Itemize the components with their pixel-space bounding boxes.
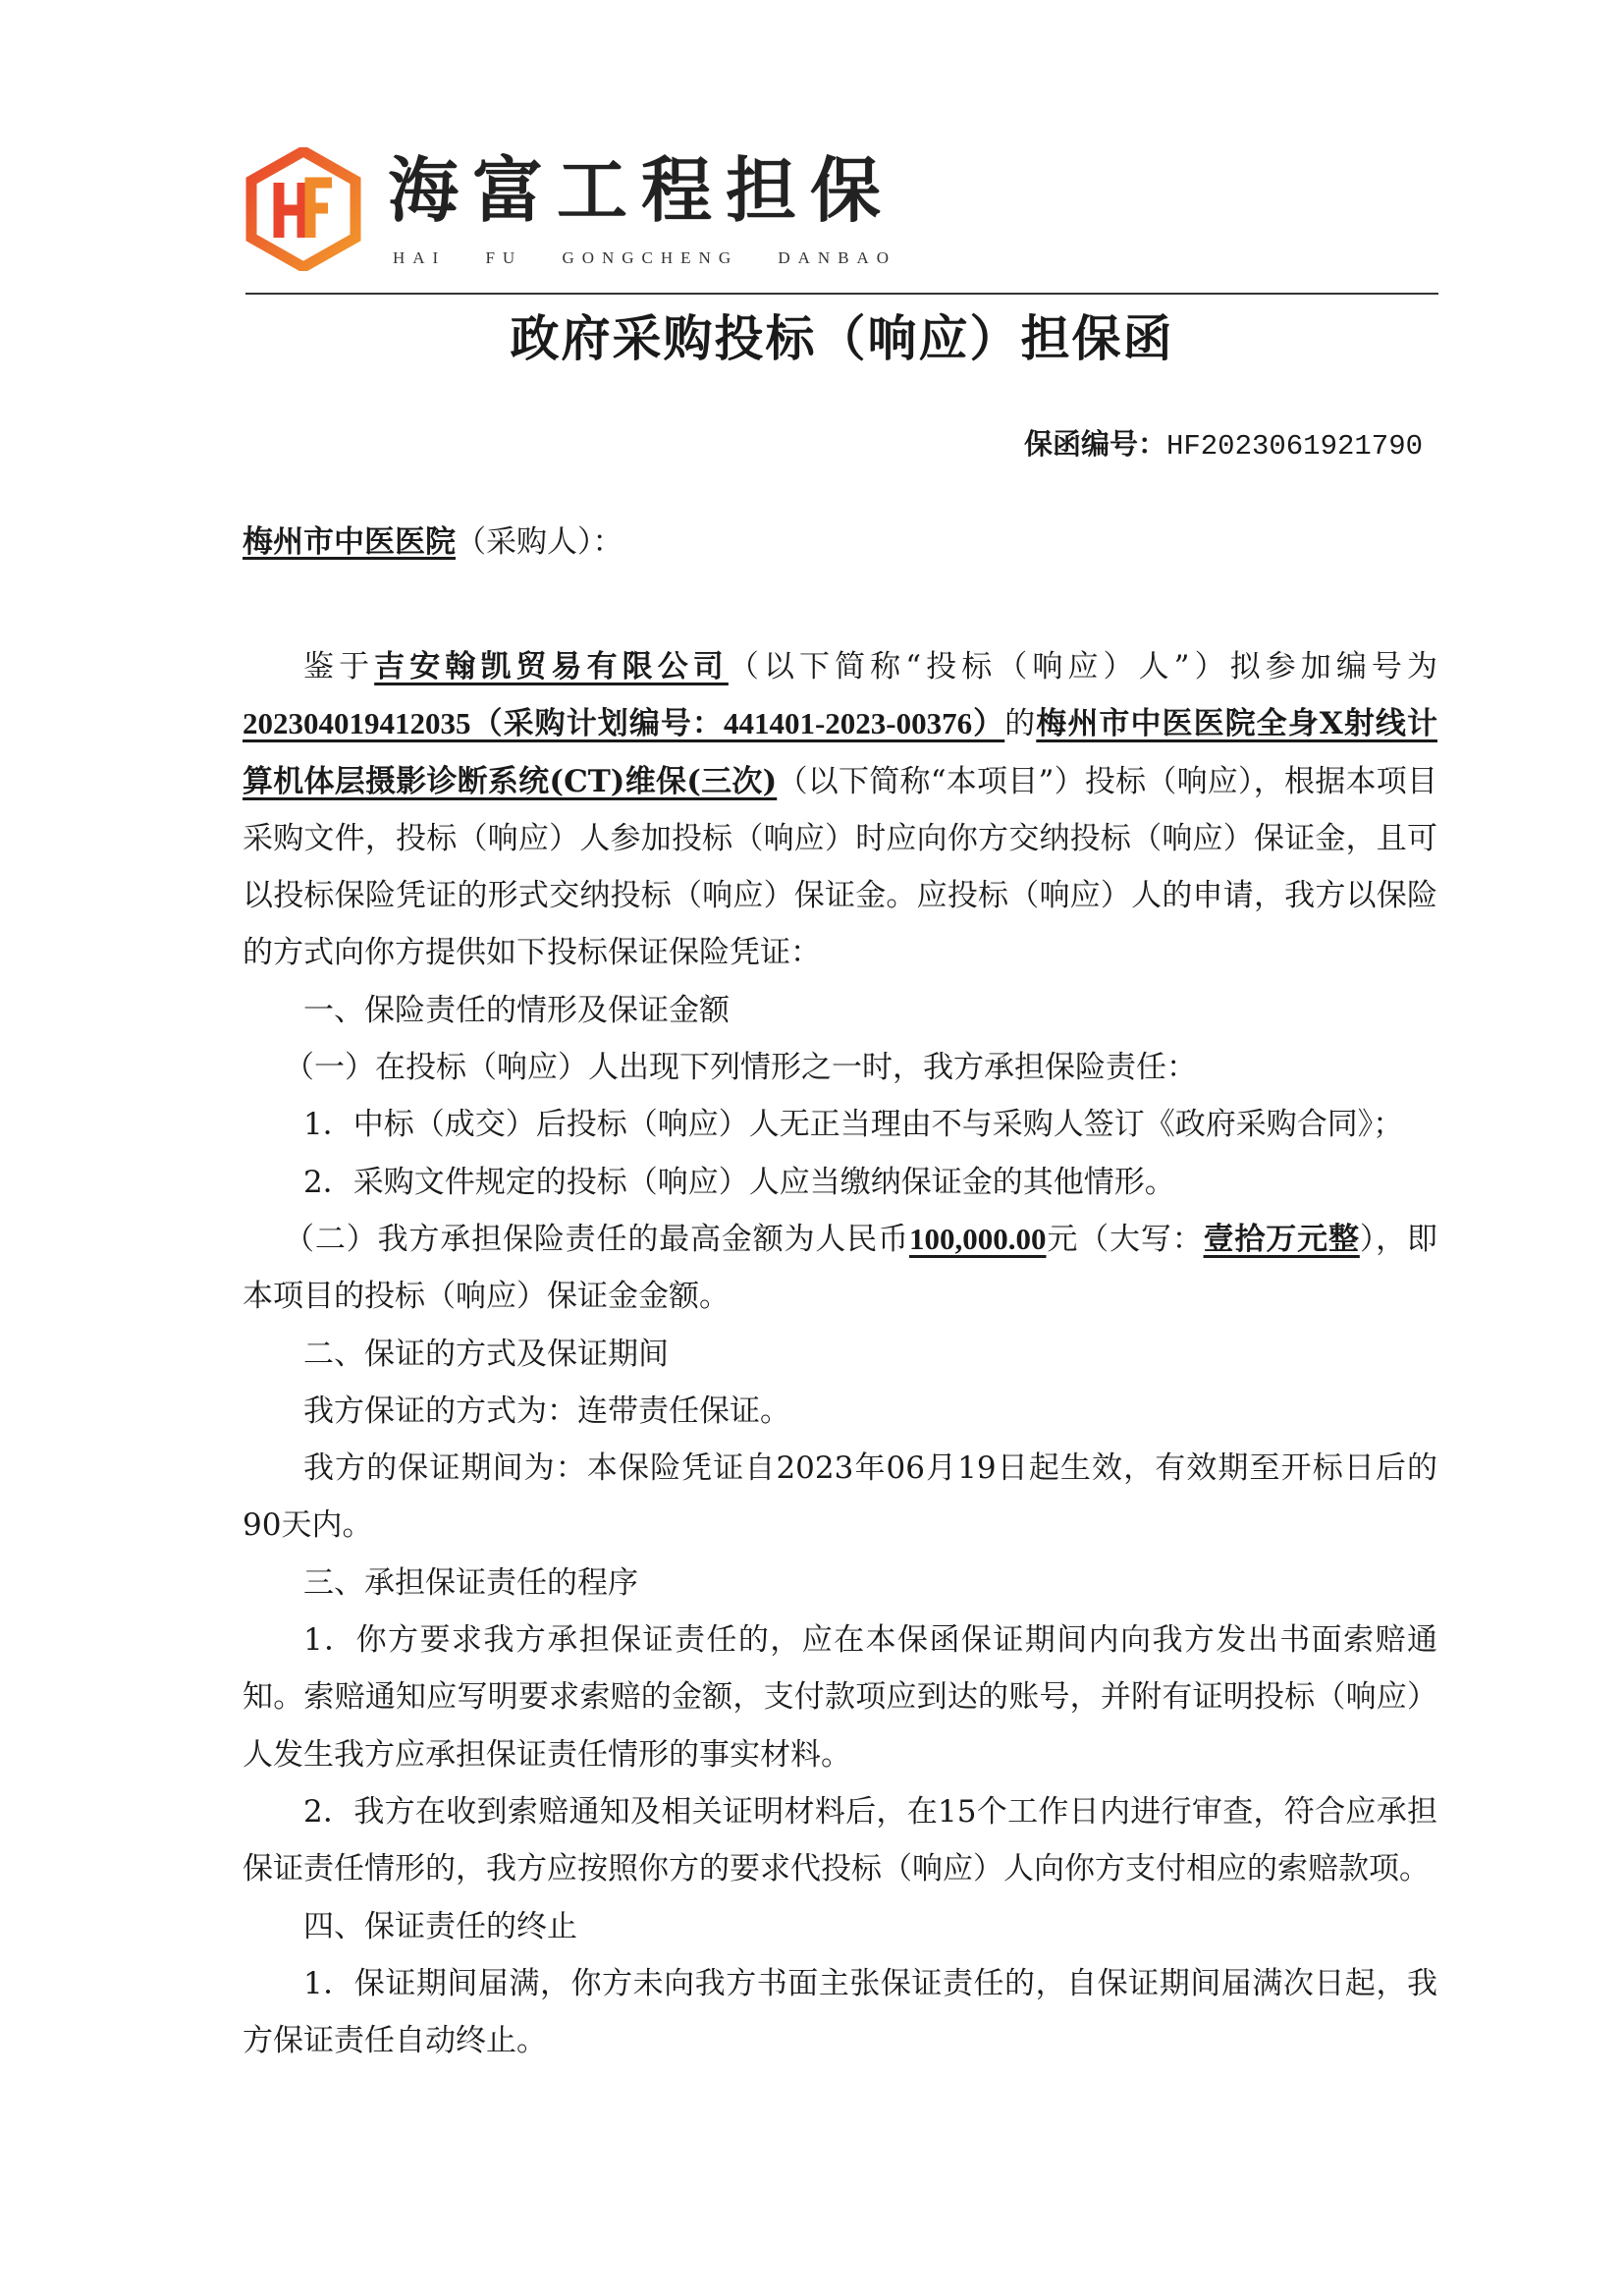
clause-item: 2．我方在收到索赔通知及相关证明材料后，在15个工作日内进行审查，符合应承担保证责任情形的，我方应按照你方的要求代投标（响应）人向你方支付相应的索赔款项。	[243, 1793, 1437, 1887]
guarantee-amount-words: 壹拾万元整	[1203, 1221, 1360, 1257]
clause-item: 1．你方要求我方承担保证责任的，应在本保函保证期间内向我方发出书面索赔通知。索赔通知应写明要求索赔的金额，支付款项应到达的账号，并附有证明投标（响应）人发生我方应承担保证责任情形的事实材料。	[243, 1622, 1437, 1773]
intro-paragraph	[243, 638, 1437, 982]
guarantee-amount: 100,000.00	[908, 1221, 1047, 1256]
section-heading: 一、保险责任的情形及保证金额	[303, 992, 730, 1028]
paragraph: 我方的保证期间为：本保险凭证自2023年06月19日起生效，有效期至开标日后的90天内。	[243, 1450, 1437, 1544]
clause-text: 元（大写：	[1046, 1221, 1204, 1257]
bidder-name: 吉安翰凯贸易有限公司	[374, 649, 729, 684]
company-name: 海富工程担保	[388, 149, 895, 232]
haifu-logo-icon	[245, 147, 361, 271]
letter-body	[243, 638, 1437, 2069]
clause-item: 1．保证期间届满，你方未向我方书面主张保证责任的，自保证期间届满次日起，我方保证责任自动终止。	[243, 1965, 1437, 2059]
clause-item: 1．中标（成交）后投标（响应）人无正当理由不与采购人签订《政府采购合同》；	[303, 1107, 1404, 1143]
company-pinyin: HAI FU GONGCHENG DANBAO	[393, 248, 897, 267]
section-heading: 四、保证责任的终止	[303, 1908, 577, 1944]
intro-text: 的	[1004, 706, 1037, 742]
intro-text: （以下简称“本项目”）投标（响应），根据本项目采购文件，投标（响应）人参加投标（响应）时应向你方交纳投标（响应）保证金，且可以投标保险凭证的形式交纳投标（响应）保证金。应投标（响应）人的申请，我方以保险的方式向你方提供如下投标保证保险凭证：	[243, 763, 1437, 971]
clause-text: ），即本项目的投标（响应）保证金金额。	[243, 1221, 1438, 1315]
intro-text: （以下简称“投标（响应）人”）拟参加编号为	[728, 649, 1438, 684]
addressee-suffix: （采购人）：	[456, 524, 623, 560]
paragraph: 我方保证的方式为：连带责任保证。	[303, 1393, 790, 1429]
addressee-name: 梅州市中医医院	[243, 524, 456, 560]
clause: （一）在投标（响应）人出现下列情形之一时，我方承担保险责任：	[284, 1050, 1197, 1086]
guarantee-number	[1024, 424, 1423, 466]
clause	[243, 1211, 1437, 1326]
project-name: 梅州市中医医院全身X射线计算机体层摄影诊断系统(CT)维保(三次)	[243, 706, 1437, 799]
section-heading: 二、保证的方式及保证期间	[303, 1336, 669, 1372]
clause-item: 2．采购文件规定的投标（响应）人应当缴纳保证金的其他情形。	[303, 1164, 1175, 1200]
addressee	[243, 520, 623, 564]
header-divider	[245, 293, 1438, 295]
letterhead	[245, 147, 1438, 295]
document-title: 政府采购投标（响应）担保函	[510, 309, 1174, 367]
guarantee-number-label: 保函编号：	[1023, 427, 1166, 461]
intro-text: 鉴于	[303, 649, 375, 684]
guarantee-number-value: HF2023061921790	[1165, 430, 1423, 463]
clause-text: （二）我方承担保险责任的最高金额为人民币	[284, 1221, 909, 1257]
section-heading: 三、承担保证责任的程序	[303, 1564, 638, 1601]
project-number: 202304019412035（采购计划编号：441401-2023-00376）	[243, 706, 1005, 741]
